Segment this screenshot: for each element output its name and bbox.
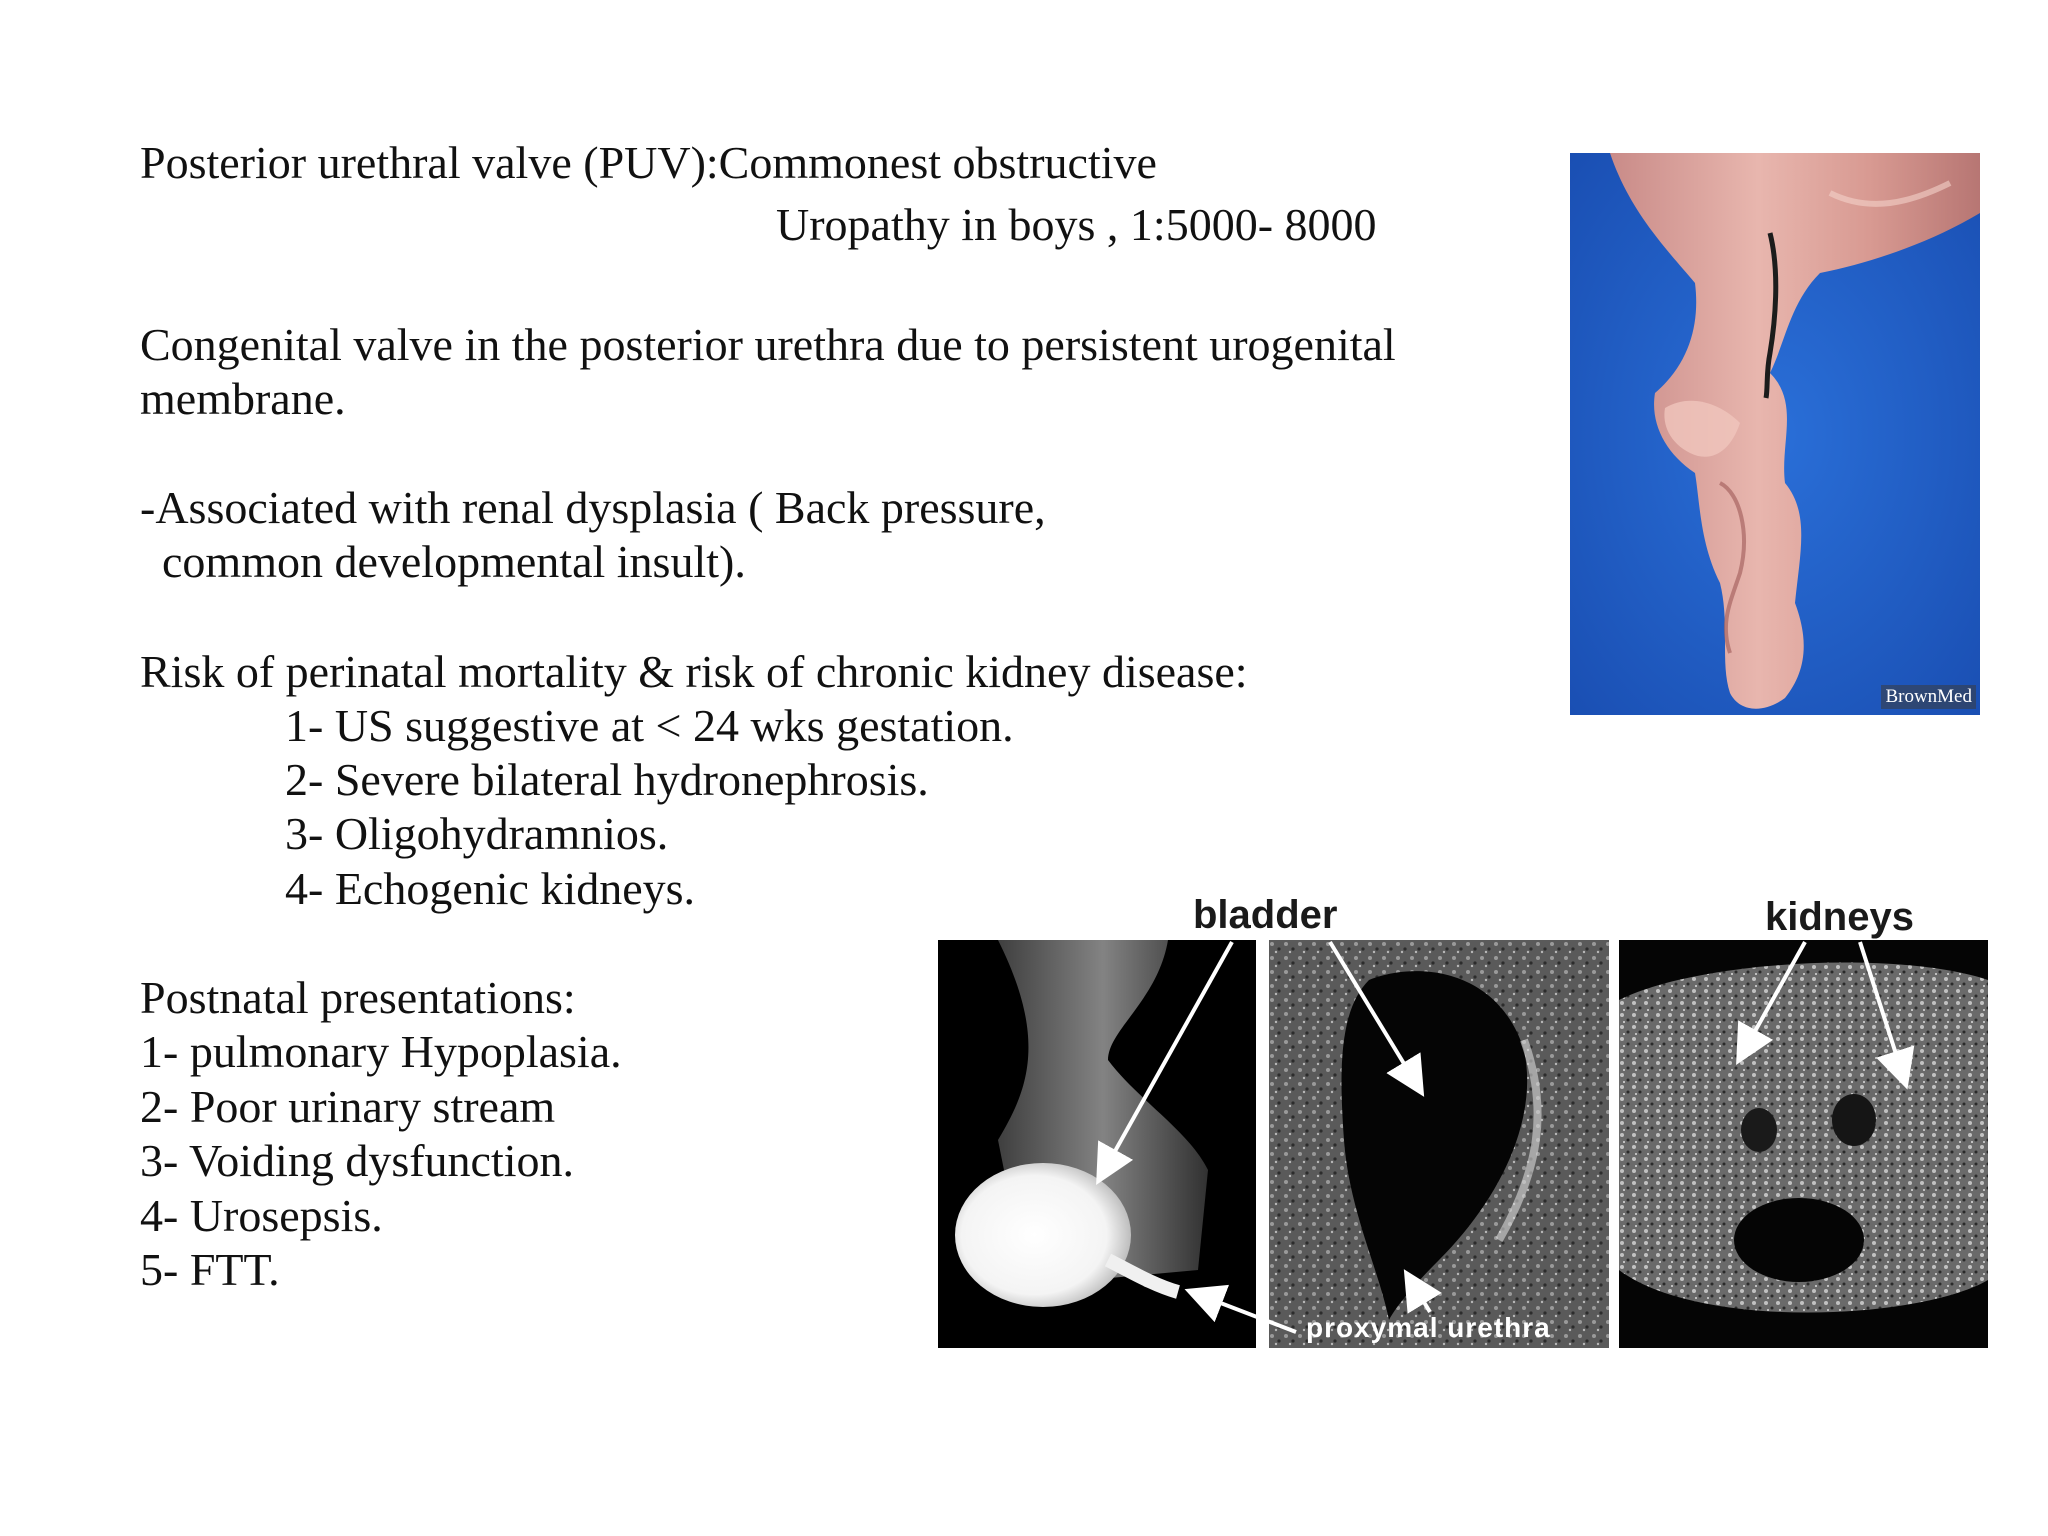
title-line-2: Uropathy in boys , 1:5000- 8000 xyxy=(776,199,1377,250)
risk-heading: Risk of perinatal mortality & risk of chronic kidney disease: xyxy=(140,646,1248,697)
risk-item: 4- Echogenic kidneys. xyxy=(285,863,696,914)
specimen-photo xyxy=(1570,153,1980,715)
risk-item: 2- Severe bilateral hydronephrosis. xyxy=(285,754,929,805)
definition-line-1: Congenital valve in the posterior urethra due to persistent urogenital xyxy=(140,319,1396,370)
risk-item: 1- US suggestive at < 24 wks gestation. xyxy=(285,700,1014,751)
bladder-label: bladder xyxy=(1193,893,1338,937)
proximal-urethra-label: proxymal urethra xyxy=(1306,1312,1551,1343)
postnatal-item: 2- Poor urinary stream xyxy=(140,1081,556,1132)
risk-item: 3- Oligohydramnios. xyxy=(285,808,669,859)
bladder-ultrasound-image xyxy=(1269,940,1609,1348)
postnatal-item: 3- Voiding dysfunction. xyxy=(140,1135,575,1186)
postnatal-heading: Postnatal presentations: xyxy=(140,972,576,1023)
kidneys-label: kidneys xyxy=(1765,895,1914,939)
postnatal-item: 5- FTT. xyxy=(140,1244,280,1295)
definition-line-2: membrane. xyxy=(140,373,346,424)
kidney-ultrasound-image xyxy=(1619,940,1988,1348)
association-line-1: -Associated with renal dysplasia ( Back pressure, xyxy=(140,482,1046,533)
postnatal-item: 4- Urosepsis. xyxy=(140,1190,383,1241)
postnatal-item: 1- pulmonary Hypoplasia. xyxy=(140,1026,622,1077)
title-line-1: Posterior urethral valve (PUV):Commonest obstructive xyxy=(140,137,1157,188)
association-line-2: common developmental insult). xyxy=(162,536,746,587)
vcug-image xyxy=(938,940,1256,1348)
watermark-label: BrownMed xyxy=(1881,685,1976,709)
